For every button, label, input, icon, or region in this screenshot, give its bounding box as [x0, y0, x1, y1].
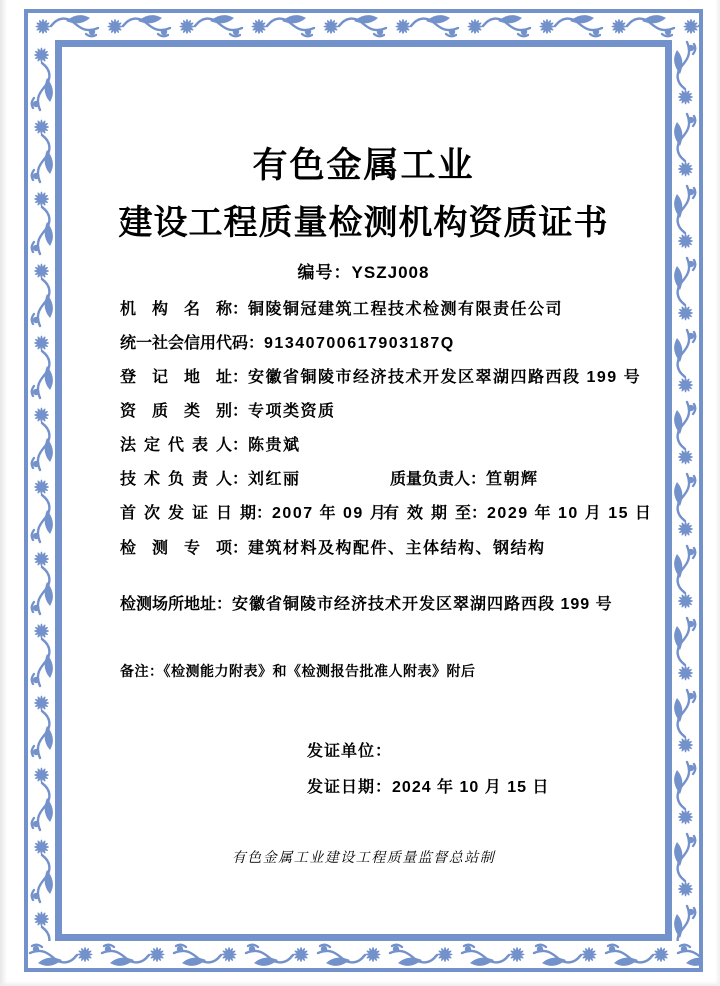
- field-label: 统一社会信用代码：: [120, 335, 265, 352]
- scan-edge-shadow: [0, 981, 720, 986]
- field-quality-director: [390, 466, 539, 489]
- field-label: 机 构 名 称：: [120, 301, 249, 318]
- field-row-legal-representative: [120, 432, 301, 455]
- field-row-inspection-specialties: [120, 535, 546, 558]
- field-label: 检测场所地址：: [120, 596, 233, 613]
- scan-edge-shadow: [0, 0, 7, 986]
- field-label: 有 效 期 至：: [383, 505, 488, 522]
- field-row-first-issue-date: [120, 500, 653, 523]
- field-label: 法 定 代 表 人：: [120, 437, 249, 454]
- field-label: 质量负责人：: [390, 471, 487, 488]
- field-label: 技 术 负 责 人：: [120, 471, 249, 488]
- field-row-testing-site-address: [120, 591, 613, 614]
- field-value: 建筑材料及构配件、主体结构、钢结构: [248, 540, 546, 557]
- issue-date-label: 发证日期：: [307, 779, 393, 796]
- field-label: 资 质 类 别：: [120, 403, 249, 420]
- field-label: 检 测 专 项：: [120, 540, 249, 557]
- field-valid-until: [383, 500, 652, 523]
- issuing-authority-note: 有色金属工业建设工程质量监督总站制: [231, 851, 496, 866]
- field-value: 笪朝辉: [486, 471, 539, 488]
- field-value: 2007 年 09 月: [272, 505, 388, 522]
- remark-note: 备注：《检测能力附表》和《检测报告批准人附表》附后: [120, 663, 476, 679]
- issue-date-row: [307, 774, 549, 797]
- field-row-technical-director: [120, 466, 539, 489]
- certificate-title-line1: 有色金属工业: [252, 146, 475, 185]
- field-row-org-name: [120, 296, 563, 319]
- field-row-registered-address: [120, 364, 641, 387]
- field-value: 91340700617903187Q: [264, 335, 455, 352]
- field-value: 2029 年 10 月 15 日: [487, 505, 653, 522]
- field-row-credit-code: [120, 330, 455, 353]
- field-value: 铜陵铜冠建筑工程技术检测有限责任公司: [248, 301, 564, 318]
- field-value: 刘红丽: [248, 471, 301, 488]
- border-ornament-band-left: [28, 40, 55, 941]
- field-value: 专项类资质: [248, 403, 336, 420]
- field-value: 安徽省铜陵市经济技术开发区翠湖四路西段 199 号: [248, 369, 642, 386]
- certificate-number: 编号：YSZJ008: [297, 263, 430, 282]
- field-label: 登 记 地 址：: [120, 369, 249, 386]
- border-ornament-band-bottom: [28, 941, 699, 968]
- field-value: 安徽省铜陵市经济技术开发区翠湖四路西段 199 号: [232, 596, 613, 613]
- certificate-content: [62, 47, 665, 934]
- certificate-title-line2: 建设工程质量检测机构资质证书: [118, 204, 609, 242]
- field-value: 陈贵斌: [248, 437, 301, 454]
- border-ornament-band-top: [28, 13, 699, 40]
- issue-date-value: 2024 年 10 月 15 日: [392, 779, 550, 796]
- border-ornament-band-right: [672, 40, 699, 941]
- field-row-qualification-category: [120, 398, 336, 421]
- scan-edge-shadow: [715, 0, 720, 986]
- field-label: 首 次 发 证 日 期：: [120, 505, 273, 522]
- issuing-unit-label: 发证单位：: [307, 743, 393, 760]
